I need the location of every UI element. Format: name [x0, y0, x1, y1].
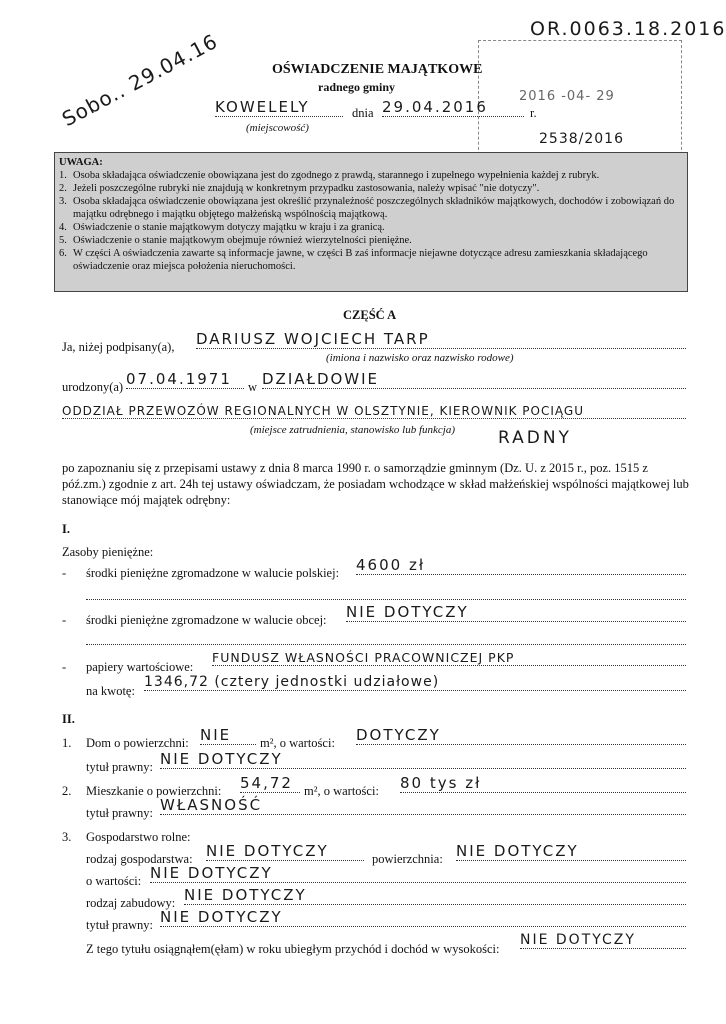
house-value: DOTYCZY: [356, 726, 686, 745]
form-subtitle: radnego gminy: [318, 80, 396, 94]
house-number: 1.: [62, 736, 72, 750]
foreign-value: NIE DOTYCZY: [346, 603, 686, 622]
name-caption: (imiona i nazwisko oraz nazwisko rodowe): [326, 352, 514, 364]
date-label: dnia: [352, 106, 374, 120]
foreign-label: środki pieniężne zgromadzone w walucie obcej:: [86, 613, 327, 627]
blank-line: [86, 643, 686, 645]
notice-item-number: 6.: [59, 248, 67, 259]
flat-title-label: tytuł prawny:: [86, 806, 154, 820]
house-area: NIE: [200, 726, 256, 745]
farm-kind-value: NIE DOTYCZY: [206, 842, 364, 861]
stamp-number: 2538/2016: [539, 131, 624, 147]
notice-item-text: Osoba składająca oświadczenie obowiązana jest określić przynależność poszczególnych składników majątkowych, dochodów i zobowiązań do majątku odrębnego i majątku objętego małżeńską wspólnością majątkową.: [73, 196, 675, 220]
section-1-roman: I.: [62, 522, 70, 536]
notice-item-number: 1.: [59, 170, 67, 181]
date-field: 29.04.2016: [382, 98, 524, 117]
amount-label: na kwotę:: [86, 684, 135, 698]
notice-item-number: 2.: [59, 183, 67, 194]
born-in-label: w: [248, 380, 258, 394]
notice-title: UWAGA:: [59, 157, 103, 168]
notice-item: [59, 247, 683, 273]
part-a-title: CZĘŚĆ A: [343, 308, 397, 322]
house-unit: m², o wartości:: [260, 736, 335, 750]
flat-area: 54,72: [240, 774, 300, 793]
stamp-date: 2016 -04- 29: [519, 89, 615, 104]
form-title: OŚWIADCZENIE MAJĄTKOWE: [272, 62, 483, 77]
notice-item-number: 5.: [59, 235, 67, 246]
notice-box: [54, 152, 688, 292]
signatory-label: Ja, niżej podpisany(a),: [62, 340, 175, 354]
farm-income-value: NIE DOTYCZY: [520, 932, 686, 949]
farm-area-label: powierzchnia:: [372, 852, 443, 866]
section-1-heading: Zasoby pieniężne:: [62, 545, 154, 559]
notice-item: [59, 221, 683, 234]
farm-build-label: rodzaj zabudowy:: [86, 896, 176, 910]
flat-unit: m², o wartości:: [304, 784, 379, 798]
pln-label: środki pieniężne zgromadzone w walucie polskiej:: [86, 566, 340, 580]
farm-number: 3.: [62, 830, 72, 844]
flat-label: Mieszkanie o powierzchni:: [86, 784, 222, 798]
farm-build-value: NIE DOTYCZY: [184, 886, 686, 905]
notice-item: [59, 169, 683, 182]
notice-item-text: Oświadczenie o stanie majątkowym dotyczy majątku w kraju i za granicą.: [73, 222, 385, 233]
born-label: urodzony(a): [62, 380, 124, 394]
house-title-label: tytuł prawny:: [86, 760, 154, 774]
amount-value: 1346,72 (cztery jednostki udziałowe): [144, 674, 686, 691]
farm-kind-label: rodzaj gospodarstwa:: [86, 852, 193, 866]
reference-number: OR.0063.18.2016: [530, 18, 726, 40]
securities-value: FUNDUSZ WŁASNOŚCI PRACOWNICZEJ PKP: [212, 650, 686, 666]
date-suffix: r.: [530, 106, 537, 120]
farm-label: Gospodarstwo rolne:: [86, 830, 191, 844]
house-label: Dom o powierzchni:: [86, 736, 189, 750]
born-date: 07.04.1971: [126, 370, 244, 389]
margin-signature: Sobo.. 29.04.16: [58, 28, 222, 132]
place-caption: (miejscowość): [246, 122, 309, 134]
born-place: DZIAŁDOWIE: [262, 370, 686, 389]
farm-title-label: tytuł prawny:: [86, 918, 154, 932]
notice-list: [59, 169, 683, 273]
employment-caption: (miejsce zatrudnienia, stanowisko lub funkcja): [250, 424, 455, 436]
notice-item-text: Jeżeli poszczególne rubryki nie znajdują w konkretnym przypadku zastosowania, należy wpisać "nie dotyczy".: [73, 183, 540, 194]
flat-value: 80 tys zł: [400, 774, 686, 793]
place-field: KOWELELY: [215, 98, 343, 117]
notice-item-text: W części A oświadczenia zawarte są informacje jawne, w części B zaś informacje niejawne dotyczące adresu zamieszkania składającego oświadczenie oraz miejsca położenia nieruchomości.: [73, 248, 648, 272]
legal-statement: po zapoznaniu się z przepisami ustawy z dnia 8 marca 1990 r. o samorządzie gminnym (Dz. U. z 2015 r., poz. 1515 z póź.zm.) zgodnie z art. 24h tej ustawy oświadczam, że posiadam wchodzące w skład małżeńskiej wspólności majątkowej lub stanowiące mój majątek odrębny:: [62, 461, 689, 507]
securities-label: papiery wartościowe:: [86, 660, 194, 674]
farm-title-value: NIE DOTYCZY: [160, 908, 686, 927]
farm-value-value: NIE DOTYCZY: [150, 864, 686, 883]
section-2-roman: II.: [62, 712, 75, 726]
flat-title-value: WŁASNOŚĆ: [160, 796, 686, 815]
notice-item-number: 3.: [59, 196, 67, 207]
farm-value-label: o wartości:: [86, 874, 142, 888]
notice-item-number: 4.: [59, 222, 67, 233]
pln-value: 4600 zł: [356, 556, 686, 575]
farm-area-value: NIE DOTYCZY: [456, 842, 686, 861]
flat-number: 2.: [62, 784, 72, 798]
house-title-value: NIE DOTYCZY: [160, 750, 686, 769]
notice-item: [59, 182, 683, 195]
blank-line: [86, 598, 686, 600]
notice-item: [59, 234, 683, 247]
function-extra: RADNY: [498, 428, 572, 448]
notice-item-text: Osoba składająca oświadczenie obowiązana jest do zgodnego z prawdą, starannego i zupełnego wypełnienia każdej z rubryk.: [73, 170, 600, 181]
signatory-name: DARIUSZ WOJCIECH TARP: [196, 330, 686, 349]
farm-income-label: Z tego tytułu osiągnąłem(ęłam) w roku ubiegłym przychód i dochód w wysokości:: [86, 942, 500, 956]
notice-item: [59, 195, 683, 221]
notice-item-text: Oświadczenie o stanie majątkowym obejmuje również wierzytelności pieniężne.: [73, 235, 412, 246]
employment-field: ODDZIAŁ PRZEWOZÓW REGIONALNYCH W OLSZTYNIE, KIEROWNIK POCIĄGU: [62, 404, 686, 419]
